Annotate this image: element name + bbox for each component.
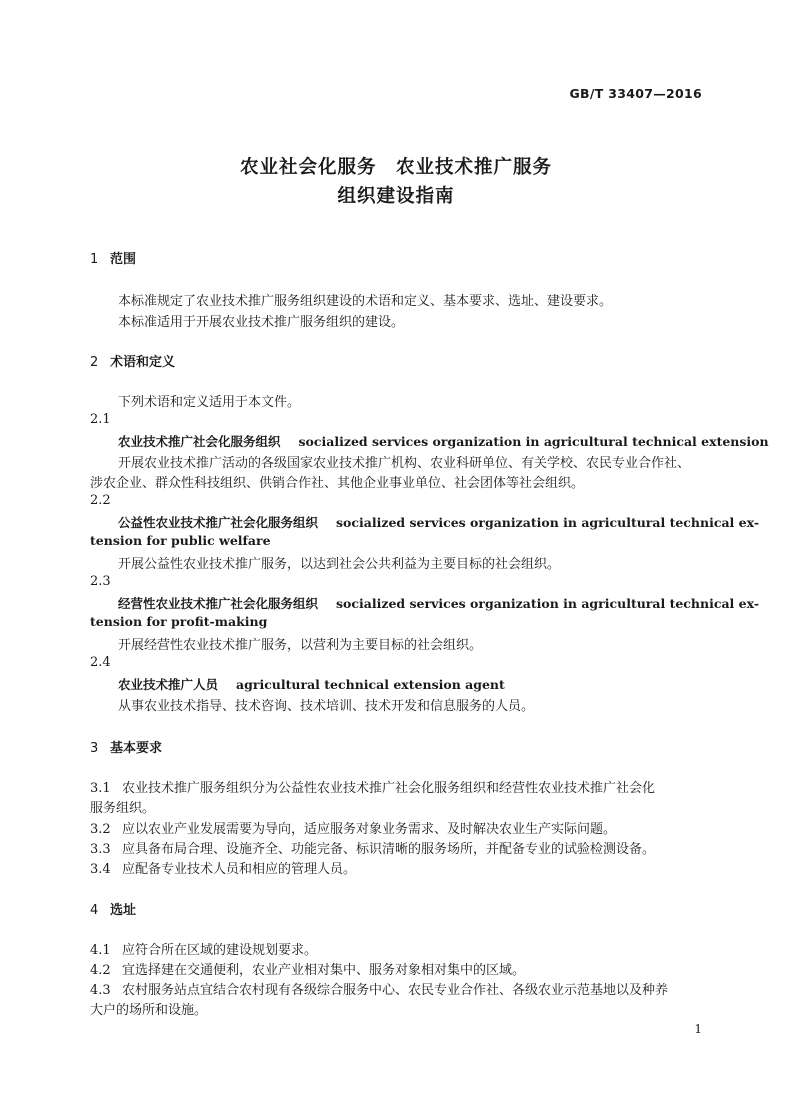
item-text: 农业技术推广服务组织分为公益性农业技术推广社会化服务组织和经营性农业技术推广社会化 — [122, 781, 656, 796]
item-text: 宜选择建在交通便利，农业产业相对集中、服务对象相对集中的区域。 — [122, 963, 526, 978]
clause-number: 2.4 — [90, 655, 111, 670]
term-zh: 公益性农业技术推广社会化服务组织 — [118, 515, 319, 530]
term-entry — [118, 594, 759, 612]
list-item — [90, 959, 525, 978]
item-number: 3.4 — [90, 862, 111, 877]
item-text: 应配备专业技术人员和相应的管理人员。 — [122, 862, 357, 877]
term-en: socialized services organization in agricultural technical ex- — [336, 515, 760, 530]
term-en-continued: tension for profit-making — [90, 614, 268, 629]
list-item — [90, 777, 655, 796]
paragraph: 下列术语和定义适用于本文件。 — [118, 395, 301, 410]
document-title-line2: 组织建设指南 — [337, 186, 455, 207]
item-text: 农村服务站点宜结合农村现有各级综合服务中心、农民专业合作社、各级农业示范基地以及种养 — [122, 983, 669, 998]
list-item — [90, 818, 616, 837]
term-zh: 农业技术推广社会化服务组织 — [118, 434, 281, 449]
section-number: 3 — [90, 741, 99, 756]
document-title-line1: 农业社会化服务 农业技术推广服务 — [239, 157, 552, 178]
item-number: 4.1 — [90, 943, 111, 958]
list-item — [90, 858, 356, 877]
section-heading-terms — [90, 351, 175, 370]
item-number: 3.2 — [90, 822, 111, 837]
term-entry — [118, 675, 505, 693]
section-number: 2 — [90, 355, 99, 370]
term-entry — [118, 432, 769, 450]
list-item — [90, 838, 655, 857]
term-en-continued: tension for public welfare — [90, 533, 271, 548]
list-item — [90, 939, 317, 958]
clause-number: 2.2 — [90, 493, 111, 508]
term-entry — [118, 513, 759, 531]
section-title: 范围 — [110, 252, 137, 267]
item-number: 3.3 — [90, 842, 111, 857]
paragraph: 本标准规定了农业技术推广服务组织建设的术语和定义、基本要求、选址、建设要求。 — [118, 294, 613, 309]
term-en: agricultural technical extension agent — [236, 677, 505, 692]
item-number: 3.1 — [90, 781, 111, 796]
section-title: 术语和定义 — [110, 355, 176, 370]
list-item-continued: 服务组织。 — [90, 801, 156, 816]
term-zh: 农业技术推广人员 — [118, 677, 219, 692]
term-definition: 从事农业技术指导、技术咨询、技术培训、技术开发和信息服务的人员。 — [118, 699, 535, 714]
term-zh: 经营性农业技术推广社会化服务组织 — [118, 596, 319, 611]
term-definition: 开展经营性农业技术推广服务，以营利为主要目标的社会组织。 — [118, 638, 483, 653]
item-number: 4.2 — [90, 963, 111, 978]
paragraph: 本标准适用于开展农业技术推广服务组织的建设。 — [118, 315, 405, 330]
term-definition: 开展公益性农业技术推广服务，以达到社会公共利益为主要目标的社会组织。 — [118, 557, 561, 572]
clause-number: 2.1 — [90, 412, 111, 427]
item-text: 应符合所在区域的建设规划要求。 — [122, 943, 318, 958]
term-definition: 开展农业技术推广活动的各级国家农业技术推广机构、农业科研单位、有关学校、农民专业合作社、 — [118, 456, 691, 471]
term-definition: 涉农企业、群众性科技组织、供销合作社、其他企业事业单位、社会团体等社会组织。 — [90, 476, 585, 491]
page-number: 1 — [694, 1022, 702, 1036]
section-title: 选址 — [110, 903, 137, 918]
term-en: socialized services organization in agricultural technical ex- — [336, 596, 760, 611]
item-text: 应以农业产业发展需要为导向，适应服务对象业务需求、及时解决农业生产实际问题。 — [122, 822, 617, 837]
list-item — [90, 979, 668, 998]
list-item-continued: 大户的场所和设施。 — [90, 1003, 208, 1018]
section-title: 基本要求 — [110, 741, 163, 756]
section-heading-site-selection — [90, 899, 136, 918]
section-heading-basic-requirements — [90, 737, 162, 756]
standard-code: GB/T 33407—2016 — [569, 86, 702, 101]
section-heading-scope — [90, 248, 136, 267]
item-number: 4.3 — [90, 983, 111, 998]
section-number: 1 — [90, 252, 99, 267]
section-number: 4 — [90, 903, 99, 918]
item-text: 应具备布局合理、设施齐全、功能完备、标识清晰的服务场所，并配备专业的试验检测设备。 — [122, 842, 656, 857]
term-en: socialized services organization in agricultural technical extension — [298, 434, 769, 449]
clause-number: 2.3 — [90, 574, 111, 589]
